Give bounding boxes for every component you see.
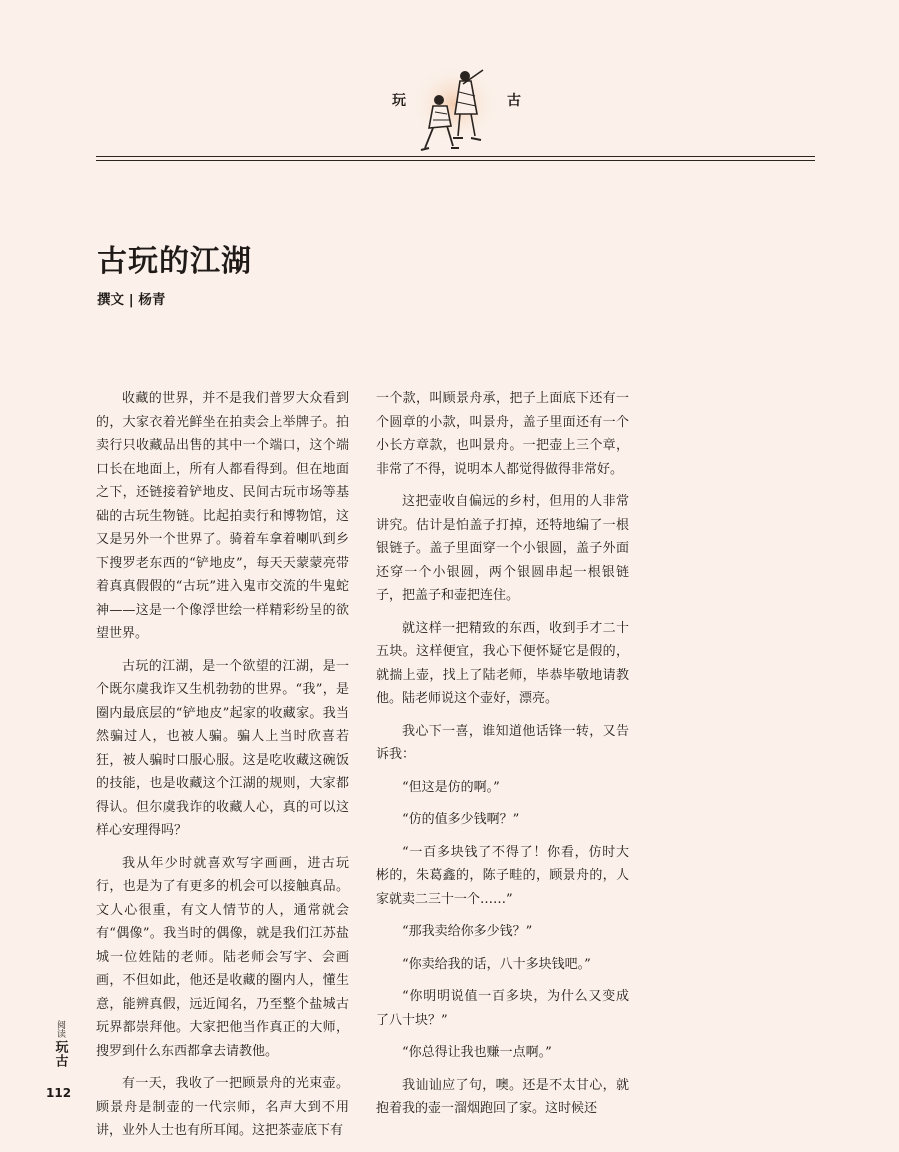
header-left-word: 玩	[392, 93, 407, 109]
dialogue-line: “那我卖给你多少钱？”	[402, 924, 533, 939]
header-right-word: 古	[507, 93, 522, 109]
paragraph: 我从年少时就喜欢写字画画，进古玩行，也是为了有更多的机会可以接触真品。文人心很重，有文人情节的人，通常就会有“偶像”。我当时的偶像，就是我们江苏盐城一位姓陆的老师。陆老师会写字、会画画，不但如此，他还是收藏的圈内人，懂生意，能辨真假，远近闻名，乃至整个盐城古玩界都崇拜他。大家把他当作真正的大师，搜罗到什么东西都拿去请教他。	[96, 855, 349, 1059]
dialogue-line: “你总得让我也赚一点啊。”	[402, 1045, 552, 1060]
dialogue-line: “你明明说值一百多块，为什么又变成了八十块？”	[376, 989, 629, 1028]
article-title: 古玩的江湖	[97, 244, 252, 279]
dialogue-line: “一百多块钱了不得了！你看，仿时大彬的，朱葛鑫的，陈子畦的，顾景舟的，人家就卖二三十一个……”	[376, 844, 629, 907]
header-rule-top	[96, 156, 815, 157]
section-margin-label	[48, 1020, 72, 1068]
paragraph-continuation: 一个款，叫顾景舟承，把子上面底下还有一个圆章的小款，叫景舟，盖子里面还有一个小长方章款，也叫景舟。一把壶上三个章，非常了不得，说明本人都觉得做得非常好。	[376, 391, 629, 477]
article-byline: 撰文 | 杨青	[97, 292, 166, 308]
paragraph: 有一天，我收了一把顾景舟的光束壶。顾景舟是制壶的一代宗师，名声大到不用讲，业外人士也有所耳闻。这把茶壶底下有	[96, 1076, 349, 1138]
page-number: 112	[46, 1086, 72, 1100]
section-small-label: 阅读	[55, 1020, 65, 1038]
paragraph: 这把壶收自偏远的乡村，但用的人非常讲究。估计是怕盖子打掉，还特地编了一根银链子。盖子里面穿一个小银圆，盖子外面还穿一个小银圆，两个银圆串起一根银链子，把盖子和壶把连住。	[376, 494, 629, 603]
paragraph: 我讪讪应了句，噢。还是不太甘心，就抱着我的壶一溜烟跑回了家。这时候还	[376, 1077, 629, 1116]
left-column	[96, 387, 349, 1152]
paragraph: 我心下一喜，谁知道他话锋一转，又告诉我：	[376, 723, 629, 762]
right-column	[376, 387, 629, 1130]
section-big-label: 玩古	[52, 1040, 68, 1068]
paragraph: 就这样一把精致的东西，收到手才二十五块。这样便宜，我心下便怀疑它是假的，就揣上壶，找上了陆老师，毕恭毕敬地请教他。陆老师说这个壶好，漂亮。	[376, 620, 629, 706]
dialogue-line: “你卖给我的话，八十多块钱吧。”	[402, 956, 591, 972]
header-rule-bottom	[96, 160, 815, 161]
page-header	[0, 0, 899, 165]
paragraph: 古玩的江湖，是一个欲望的江湖，是一个既尔虞我诈又生机勃勃的世界。“我”，是圈内最底层的“铲地皮”起家的收藏家。我当然骗过人，也被人骗。骗人上当时欣喜若狂，被人骗时口服心服。这是吃收藏这碗饭的技能，也是收藏这个江湖的规则，大家都得认。但尔虞我诈的收藏人心，真的可以这样心安理得吗？	[96, 658, 349, 838]
dialogue-line: “仿的值多少钱啊？”	[402, 812, 520, 827]
paragraph: 收藏的世界，并不是我们普罗大众看到的，大家衣着光鲜坐在拍卖会上举牌子。拍卖行只收藏品出售的其中一个端口，这个端口长在地面上，所有人都看得到。但在地面之下，还链接着铲地皮、民间古玩市场等基础的古玩生物链。比起拍卖行和博物馆，这又是另外一个世界了。骑着车拿着喇叭到乡下搜罗老东西的“铲地皮”，每天天蒙蒙亮带着真真假假的“古玩”进入鬼市交流的牛鬼蛇神——这是一个像浮世绘一样精彩纷呈的欲望世界。	[96, 391, 349, 641]
ancient-figure-icon	[405, 62, 505, 157]
dialogue-line: “但这是仿的啊。”	[402, 779, 500, 795]
